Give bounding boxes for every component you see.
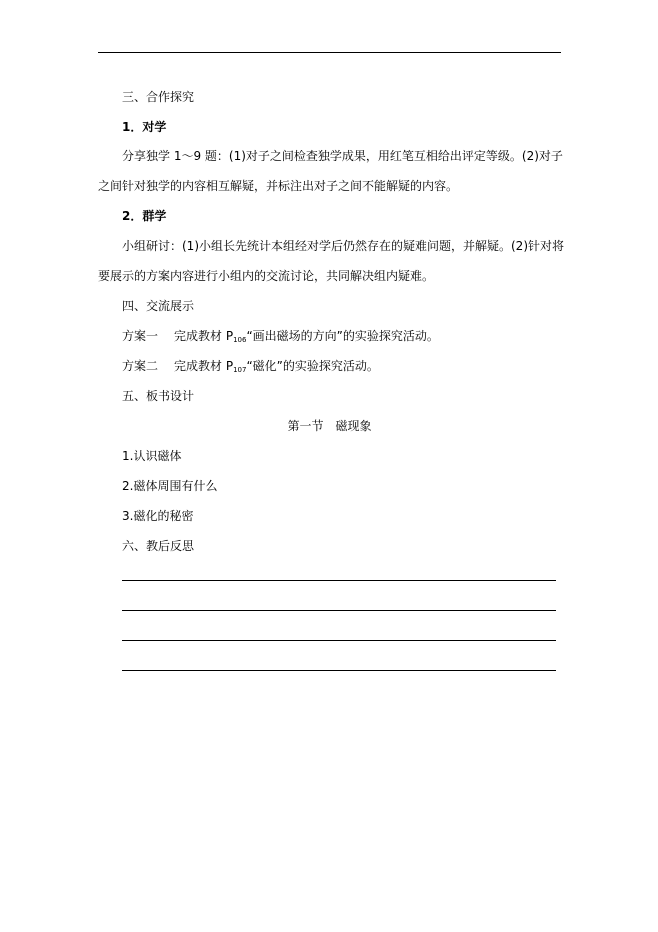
subheading-group-study: 2．群学 [122,209,167,223]
board-item-3: 3.磁化的秘密 [122,509,194,523]
header-rule [98,52,561,53]
plan-two-label: 方案二 [122,359,159,373]
section-heading-board-design: 五、板书设计 [122,389,195,403]
group-study-text-line-1: 小组研讨：(1)小组长先统计本组经对学后仍然存在的疑难问题，并解疑。(2)针对将 [122,239,564,253]
plan-two-page: 107 [233,366,247,374]
section-heading-cooperative-inquiry: 三、合作探究 [122,90,195,104]
pair-study-text-line-2: 之间针对独学的内容相互解疑，并标注出对子之间不能解疑的内容。 [98,179,459,193]
reflection-writing-line-2 [122,610,556,611]
group-study-text-line-2: 要展示的方案内容进行小组内的交流讨论，共同解决组内疑难。 [98,269,435,283]
reflection-writing-line-3 [122,640,556,641]
subheading-pair-study: 1．对学 [122,120,167,134]
board-item-2: 2.磁体周围有什么 [122,479,218,493]
section-heading-presentation: 四、交流展示 [122,299,195,313]
plan-one-page: 106 [233,336,247,344]
reflection-writing-line-4 [122,670,556,671]
pair-study-text-line-1: 分享独学 1～9 题：(1)对子之间检查独学成果，用红笔互相给出评定等级。(2)对子 [122,149,563,163]
board-title: 第一节 磁现象 [287,419,372,433]
reflection-writing-line-1 [122,580,556,581]
section-heading-reflection: 六、教后反思 [122,539,195,553]
plan-one-text-pre: 完成教材 P [174,329,234,343]
plan-one [122,328,439,344]
plan-two [122,358,379,374]
plan-two-text-pre: 完成教材 P [174,359,234,373]
board-item-1: 1.认识磁体 [122,449,182,463]
plan-two-text-post: “磁化”的实验探究活动。 [246,359,379,373]
plan-one-label: 方案一 [122,329,159,343]
plan-one-text-post: “画出磁场的方向”的实验探究活动。 [246,329,439,343]
